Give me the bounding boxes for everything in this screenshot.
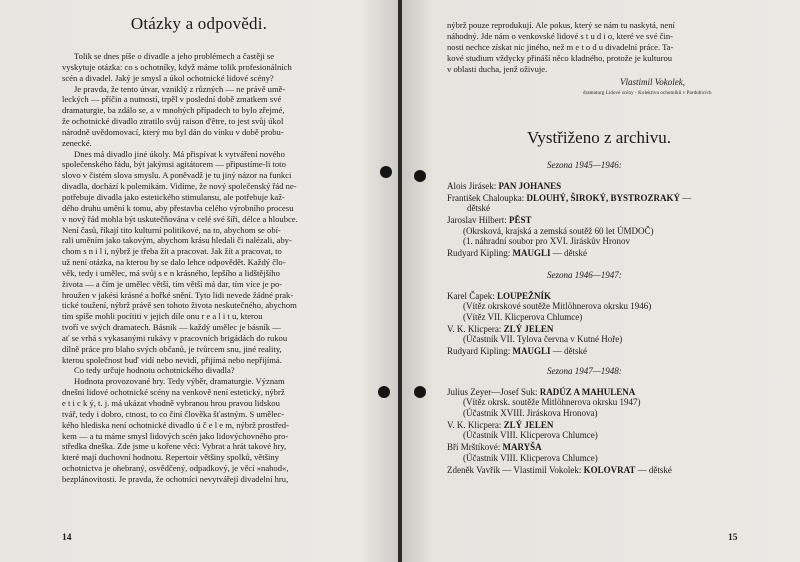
text-line: Hodnota provozované hry. Tedy výběr, dramaturgie. Význam [74,376,285,387]
text-line: nýbrž pouze reprodukují. Ale pokus, který se nám tu naskytá, není [447,20,675,30]
text-line: bezplánovitosti. Je pravda, že ochotníci nevytvářejí divadelní hru, [62,473,289,484]
page-number-left: 14 [62,533,72,543]
text-line: tím spíše mohli pocítiti v jejich díle onu r e a l i t u, kterou [62,311,263,322]
text-line: společenského řádu, být jakýmsi agitátorem — připustíme-li toto [62,159,286,170]
text-line: už není otázka, na kterou by se dalo lehce odpovědět. Každý člo- [62,257,286,268]
play-title: DLOUHÝ, ŠIROKÝ, BYSTROZRAKÝ [526,193,681,203]
play-entry [447,442,542,452]
play-entry [447,465,672,475]
text-line: kterou společnost buď vidí nebo nevidí, přijímá nebo nepřijímá. [62,354,282,365]
play-entry [447,181,561,191]
play-detail: (Vítěz okrsk. soutěže Mitlöhnerova okrsku 1947) [463,397,641,408]
play-author: František Chaloupka: [447,193,527,203]
play-note: — [680,193,692,203]
text-line: dého druhu umění k tomu, aby přestavba celého výrobního procesu [62,202,294,213]
binding-hole [380,166,392,178]
play-entry [447,387,635,397]
play-author: V. K. Klicpera: [447,323,504,334]
article-paragraph [62,376,365,484]
play-note: — dětské [550,248,587,259]
article-paragraph [62,51,365,84]
text-line: rali uměním jako takovým, abychom krásu hledali či nalézali, aby- [62,235,292,246]
text-line: věk, tedy i umělec, má svůj s e n krásného, lepšího a lidštějšího [62,267,280,278]
text-line: v oblasti ducha, jenž oživuje. [447,63,548,74]
play-author: Rudyard Kipling: [447,346,513,357]
play-author: Bří Mrštíkové: [447,442,503,453]
text-line: tické toužení, nýbrž právě sen tohoto života neskutečného, abychom [62,300,297,311]
play-author: V. K. Klicpera: [447,419,504,430]
article-paragraph [62,365,365,376]
play-author: Julius Zeyer—Josef Suk: [447,387,540,397]
play-entry [447,193,691,203]
binding-hole [414,386,426,398]
text-line: Není časů, říkají tito kulturní politikové, na to, abychom se obí- [62,224,281,235]
play-entry [447,324,553,334]
text-line: středka dneška. Zde jsme u kořene věci: Vybrat a hrát takové hry, [62,441,287,452]
text-line: kého hlediska není ochotnické divadlo ú č e l e m, nýbrž prostřed- [62,419,289,430]
text-line: v nový řád mohla být uskutečňována v celé své šíři, délce a hloubce. [62,213,298,224]
text-line: tvoří ve svých dramatech. Básník — každý umělec je básník — [62,322,281,333]
play-title: LOUPEŽNÍK [496,291,551,301]
play-title: MARYŠA [502,442,542,453]
text-line: dramaturgie, ba zdálo se, a v mnohých případech to bylo zřejmé, [62,105,285,116]
text-line: dílně práce pro blaho svých občanů, je tvůrcem snu, jiné reality, [62,343,282,354]
left-page [0,0,398,562]
text-line: hroužen v jakési krásné a hořké snění. Tyto lidi nevede žádné prak- [62,289,294,300]
text-line: Co tedy určuje hodnotu ochotnického divadla? [74,365,235,376]
text-line: které mají duchovní hodnotu. Repertoir většiny spolků, většiny [62,452,279,463]
play-title: RADÚZ A MAHULENA [539,387,636,397]
play-note: — dětské [635,464,672,475]
play-entry [447,346,587,356]
article-body [62,51,365,485]
play-author: Jaroslav Hilbert: [447,215,509,226]
play-detail: dětské [467,203,490,214]
season-heading: Sezona 1947—1948: [547,366,622,376]
play-detail: (Vítěz VII. Klicperova Chlumce) [463,311,583,322]
play-detail: (Okrsková, krajská a zemská soutěž 60 let ÚMDOČ) [463,225,654,236]
play-title: ZLÝ JELEN [503,323,554,334]
play-detail: (Účastník VIII. Klicperova Chlumce) [463,430,598,441]
binding-hole [378,386,390,398]
text-line: slovo v čistém slova smyslu. A poněvadž je tu jiný názor na funkci [62,170,292,181]
text-line: kové studium vždycky přináší něco kladného, protože je kulturou [447,52,673,63]
play-author: Karel Čapek: [447,291,497,301]
section-title: Vystřiženo z archivu. [527,128,671,147]
text-line: ať se vrhá s vykasanými rukávy v pracovních brigádách do rukou [62,332,288,343]
article-continuation [447,20,749,75]
text-line: vyskytuje otázka: co s ochotníky, když máme tolik profesionálních [62,61,292,72]
play-detail: (Účastník VII. Tylova června v Kutné Hoře) [463,334,623,345]
play-entry [447,291,551,301]
text-line: nosti nechce získat nic jiného, než m e t o d u divadelní práce. Ta- [447,41,674,52]
play-entry [447,248,587,258]
text-line: Dnes má divadlo jiné úkoly. Má přispívat k vytváření nového [74,148,285,159]
play-title: MAUGLI [512,248,551,259]
play-note: — dětské [550,346,587,357]
text-line: že ochotnické divadlo ztratilo svůj raison d'être, to jest svůj úkol [62,116,284,127]
text-line: ochotnictva je ohebraný, osvědčený, odpadkový, je věcí »nahod«, [62,463,289,474]
play-author: Alois Jirásek: [447,181,499,191]
season-heading: Sezona 1946—1947: [547,270,622,280]
text-line: leckých — příčin a nutností, trpěl v poslední době zmatkem své [62,94,282,105]
play-title: ZLÝ JELEN [503,419,554,430]
text-line: náhodný. Jde nám o venkovské lidové s t u d i o, které ve své čin- [447,30,674,41]
text-line: potřebuje divadla jako estetického stimulansu, ale potřebuje kaž- [62,191,285,202]
play-title: PĚST [509,215,532,226]
text-line: kem — a tu máme smysl lidových scén jako lidovýchovného pro- [62,430,289,441]
text-line: tvář, tedy i dobro, ctnost, to co činí člověka šťastným. S umělec- [62,408,285,419]
play-title: PAN JOHANES [498,181,562,191]
text-line: života — a čím je umělec větší, tím větší má dar, tím více je po- [62,278,283,289]
author-signature: Vlastimil Vokolek, [620,77,685,87]
text-line: scén a divadel. Jaký je smysl a úkol ochotnické lidové scény? [62,72,274,83]
article-paragraph [62,149,365,366]
play-detail: (Účastník XVIII. Jiráskova Hronova) [463,407,598,418]
play-detail: (1. náhradní soubor pro XVI. Jiráskův Hronov [463,236,630,247]
play-title: MAUGLI [512,346,551,357]
page-number-right: 15 [728,533,738,543]
text-line: národně uvědomovací, který mu byl dán do vínku v době probu- [62,126,284,137]
binding-hole [414,170,426,182]
play-detail: (Účastník VIII. Klicperova Chlumce) [463,452,598,463]
play-author: Zdeněk Vavřík — Vlastimil Vokolek: [447,464,584,475]
play-author: Rudyard Kipling: [447,248,513,259]
author-affiliation: dramaturg Lidové scény - Kolektivu ochotníků v Pardubicích [583,91,712,96]
right-page [402,0,800,562]
text-line: Tolik se dnes píše o divadle a jeho problémech a častěji se [74,51,275,61]
text-line: chom s n i l i, nýbrž je třeba žít a pracovat. Jak žít a pracovat, to [62,246,282,257]
article-paragraph [62,84,365,149]
text-line: e t i c k ý, t. j. má ukázat vhodně vybranou hrou pravou lidskou [62,398,280,408]
play-entry [447,215,532,225]
text-line: dnešní lidové ochotnické scény na venkově není estetický, nýbrž [62,387,285,398]
play-detail: (Vítěz okrskové soutěže Mitlöhnerova okrsku 1946) [463,301,652,312]
play-title: KOLOVRAT [583,464,636,475]
play-entry [447,420,553,430]
page-title: Otázky a odpovědi. [130,14,268,33]
text-line: Je pravda, že tento útvar, vzniklý z různých — ne právě umě- [74,83,286,94]
season-heading: Sezona 1945—1946: [547,160,622,170]
text-line: zenecké. [62,137,92,148]
text-line: divadla, dochází k polemikám. Vidíme, že nový společenský řád ne- [62,181,297,192]
